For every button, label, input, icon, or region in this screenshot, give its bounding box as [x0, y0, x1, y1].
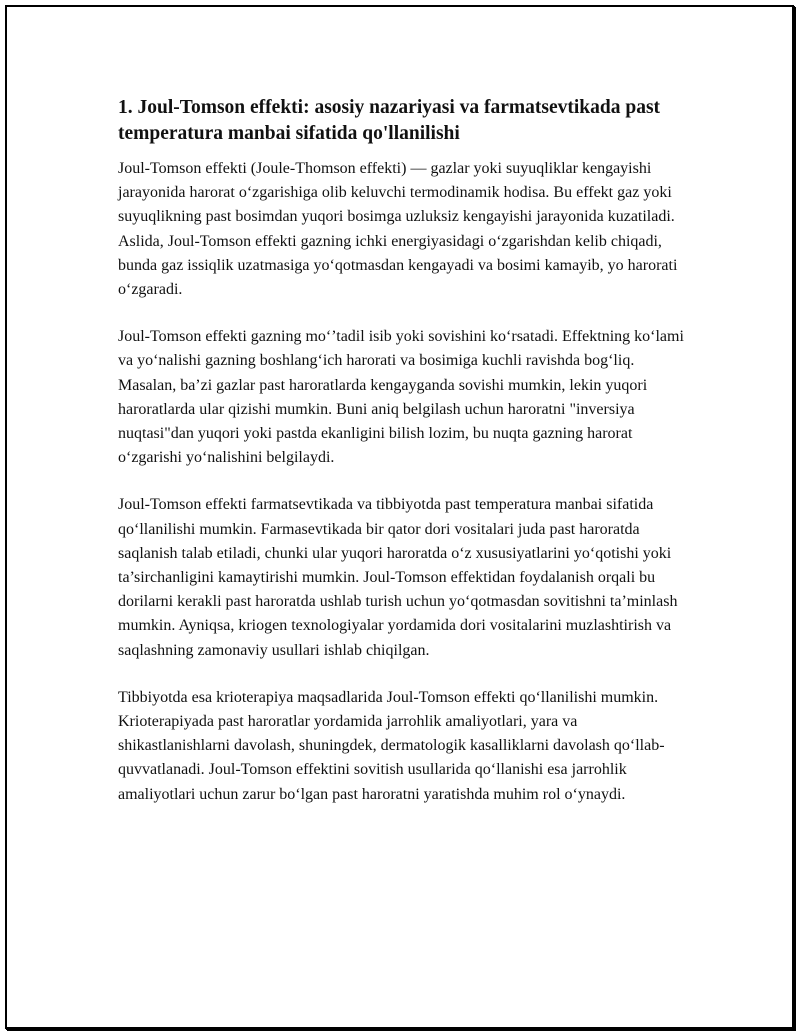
paragraph-cryotherapy: Tibbiyotda esa krioterapiya maqsadlarida Joul-Tomson effekti qo‘llanilishi mumkin. Krioterapiyada past haroratlar yordamida jarrohlik amaliyotlari, yara va shikastlanishlarni davolash, shuningdek, dermatologik kasalliklarni davolash qo‘llab-quvvatlanadi. Joul-Tomson effektini sovitish usullarida qo‘llanishi esa jarrohlik amaliyotlari uchun zarur bo‘lgan past haroratni yaratishda muhim rol o‘ynaydi.: [118, 688, 665, 803]
paragraph-definition: Joul-Tomson effekti (Joule-Thomson effekti) — gazlar yoki suyuqliklar kengayishi jarayonida harorat o‘zgarishiga olib keluvchi termodinamik hodisa. Bu effekt gaz yoki suyuqlikning past bosimdan yuqori bosimga uzluksiz kengayishi jarayonida kuzatiladi. Aslida, Joul-Tomson effekti gazning ichki energiyasidagi o‘zgarishdan kelib chiqadi, bunda gaz issiqlik uzatmasiga yo‘qotmasdan kengayadi va bosimi kamayib, yo harorati o‘zgaradi.: [118, 160, 678, 299]
section-title: 1. Joul-Tomson effekti: asosiy nazariyasi va farmatsevtikada past temperatura manbai sifatida qo'llanilishi: [118, 97, 661, 144]
paragraph-inversion-point: Joul-Tomson effekti gazning mo‘’tadil isib yoki sovishini ko‘rsatadi. Effektning ko‘lami va yo‘nalishi gazning boshlang‘ich harorati va bosimiga kuchli ravishda bog‘liq. Masalan, ba’zi gazlar past haroratlarda kengayganda sovishi mumkin, lekin yuqori haroratlarda ular qizishi mumkin. Buni aniq belgilash uchun haroratni "inversiya nuqtasi"dan yuqori yoki pastda ekanligini bilish lozim, bu nuqta gazning harorat o‘zgarishi yo‘nalishini belgilaydi.: [118, 328, 684, 467]
document-body: [118, 95, 693, 830]
paragraph-pharmaceutics: Joul-Tomson effekti farmatsevtikada va tibbiyotda past temperatura manbai sifatida qo‘llanilishi mumkin. Farmasevtikada bir qator dori vositalari juda past haroratda saqlanish talab etiladi, chunki ular yuqori haroratda o‘z xususiyatlarini yo‘qotishi yoki ta’sirchanligini kamaytirishi mumkin. Joul-Tomson effektidan foydalanish orqali bu dorilarni kerakli past haroratda ushlab turish uchun yo‘qotmasdan sovitishni ta’minlash mumkin. Ayniqsa, kriogen texnologiyalar yordamida dori vositalarini muzlashtirish va saqlashning zamonaviy usullari ishlab chiqilgan.: [118, 496, 678, 659]
